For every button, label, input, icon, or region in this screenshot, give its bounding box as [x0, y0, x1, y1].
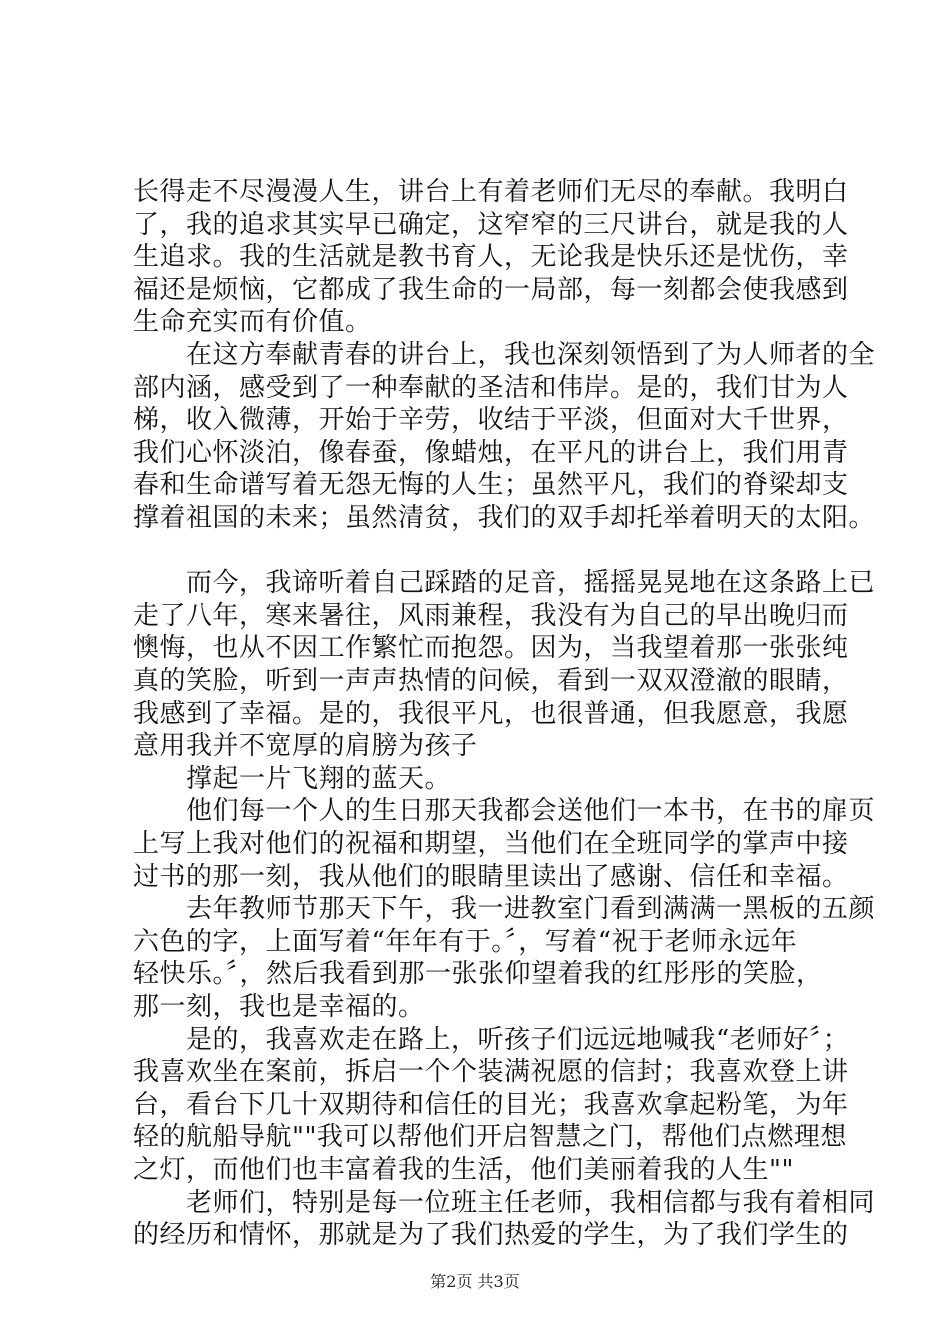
- text-line: 是的，我喜欢走在路上，听孩子们远远地喊我“老师好〞；: [133, 1025, 850, 1055]
- text-line: 六色的字，上面写着“年年有于。〞，写着“祝于老师永远年: [133, 927, 798, 957]
- text-line: 梯，收入微薄，开始于辛劳，收结于平淡，但面对大千世界，: [133, 405, 849, 435]
- text-line: 懊悔，也从不因工作繁忙而抱怨。因为，当我望着那一张张纯: [133, 633, 849, 663]
- text-line: 福还是烦恼，它都成了我生命的一局部，每一刻都会使我感到: [133, 275, 849, 305]
- text-line: 走了八年，寒来暑往，风雨兼程，我没有为自己的早出晚归而: [133, 601, 849, 631]
- text-line: 春和生命谱写着无怨无悔的人生；虽然平凡，我们的脊梁却支: [133, 470, 849, 500]
- text-line: 我感到了幸福。是的，我很平凡，也很普通，但我愿意，我愿: [133, 699, 849, 729]
- text-line: 撑起一片飞翔的蓝天。: [133, 764, 452, 794]
- text-line: 他们每一个人的生日那天我都会送他们一本书，在书的扉页: [133, 796, 876, 826]
- text-line: 意用我并不宽厚的肩膀为孩子: [133, 731, 478, 761]
- text-line: 之灯，而他们也丰富着我的生活，他们美丽着我的人生"": [133, 1155, 794, 1185]
- text-line: 了，我的追求其实早已确定，这窄窄的三尺讲台，就是我的人: [133, 210, 849, 240]
- text-line: 台，看台下几十双期待和信任的目光；我喜欢拿起粉笔，为年: [133, 1090, 849, 1120]
- text-line: 去年教师节那天下午，我一进教室门看到满满一黑板的五颜: [133, 894, 876, 924]
- text-line: 而今，我谛听着自己踩踏的足音，摇摇晃晃地在这条路上已: [133, 568, 876, 598]
- text-line: 过书的那一刻，我从他们的眼睛里读出了感谢、信任和幸福。: [133, 862, 849, 892]
- text-line: 那一刻，我也是幸福的。: [133, 992, 425, 1022]
- text-line: 的经历和情怀，那就是为了我们热爱的学生，为了我们学生的: [133, 1220, 849, 1250]
- text-line: 撑着祖国的未来；虽然清贫，我们的双手却托举着明天的太阳。: [133, 503, 876, 533]
- text-line: 轻快乐。〞，然后我看到那一张张仰望着我的红彤彤的笑脸，: [133, 959, 823, 989]
- text-line: 轻的航船导航""我可以帮他们开启智慧之门，帮他们点燃理想: [133, 1122, 847, 1152]
- text-line: 老师们，特别是每一位班主任老师，我相信都与我有着相同: [133, 1188, 876, 1218]
- text-line: 上写上我对他们的祝福和期望，当他们在全班同学的掌声中接: [133, 829, 849, 859]
- text-line: 生命充实而有价值。: [133, 307, 372, 337]
- text-line: 我喜欢坐在案前，拆启一个个装满祝愿的信封；我喜欢登上讲: [133, 1057, 849, 1087]
- text-line: 部内涵，感受到了一种奉献的圣洁和伟岸。是的，我们甘为人: [133, 373, 849, 403]
- text-line: 在这方奉献青春的讲台上，我也深刻领悟到了为人师者的全: [133, 340, 876, 370]
- page-number-footer: 第2页 共3页: [430, 1272, 520, 1291]
- text-line: 生追求。我的生活就是教书育人，无论我是快乐还是忧伤，幸: [133, 242, 849, 272]
- text-line: 真的笑脸，听到一声声热情的问候，看到一双双澄澈的眼睛，: [133, 666, 849, 696]
- text-line: 长得走不尽漫漫人生，讲台上有着老师们无尽的奉献。我明白: [133, 177, 849, 207]
- text-line: 我们心怀淡泊，像春蚕，像蜡烛，在平凡的讲台上，我们用青: [133, 438, 849, 468]
